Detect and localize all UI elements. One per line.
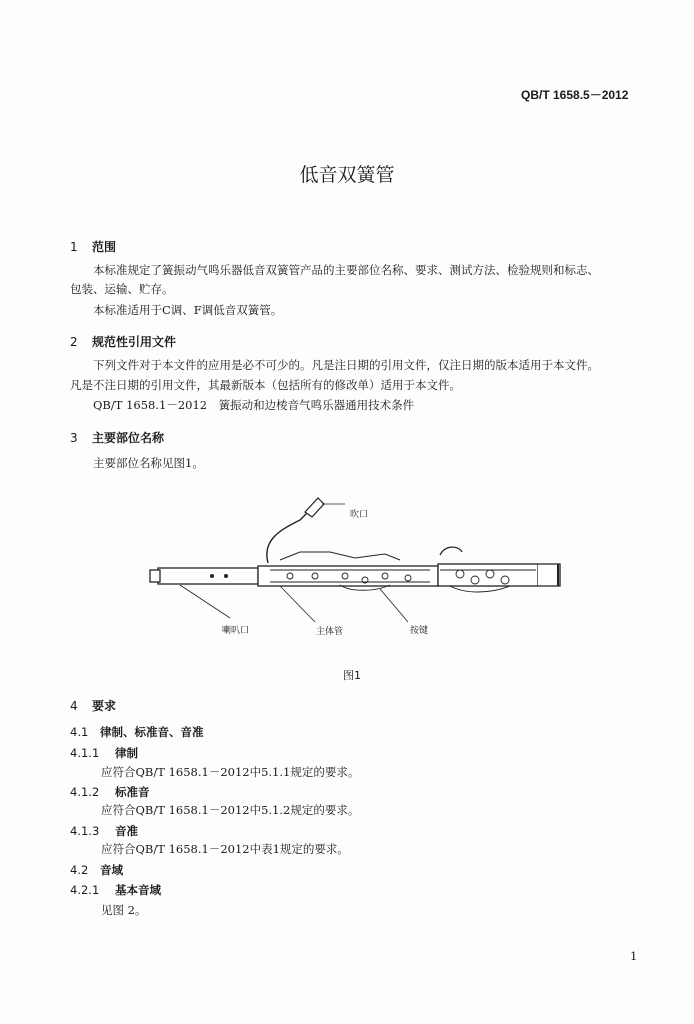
label-body-tube: 主体管 <box>316 627 344 637</box>
section-title: 范围 <box>92 240 117 254</box>
label-mouthpiece: 吹口 <box>350 510 369 520</box>
paragraph: 本标准适用于C调、F调低音双簧管。 <box>93 303 283 317</box>
subsection-title: 标准音 <box>115 785 150 799</box>
subsection-heading <box>70 823 138 839</box>
label-bell: 喇叭口 <box>222 626 250 636</box>
subsection-title: 音域 <box>100 863 123 877</box>
paragraph: 本标准规定了簧振动气鸣乐器低音双簧管产品的主要部位名称、要求、测试方法、检验规则和标志、 <box>93 263 599 277</box>
standard-number: QB/T 1658.5－2012 <box>521 88 629 102</box>
subsection-number: 4.2 <box>70 863 89 877</box>
subsection-heading <box>70 784 150 800</box>
subsection-number: 4.1.1 <box>70 746 100 760</box>
paragraph: 下列文件对于本文件的应用是必不可少的。凡是注日期的引用文件，仅注日期的版本适用于本文件。 <box>93 358 599 372</box>
section-number: 3 <box>70 431 78 445</box>
paragraph: 凡是不注日期的引用文件，其最新版本（包括所有的修改单）适用于本文件。 <box>70 378 461 392</box>
subsection-title: 律制 <box>115 746 138 760</box>
subsection-number: 4.1.2 <box>70 785 100 799</box>
paragraph: 主要部位名称见图1。 <box>93 456 204 470</box>
subsection-heading <box>70 724 204 740</box>
label-keys: 按键 <box>410 626 429 636</box>
subsection-heading <box>70 862 123 878</box>
section-title: 规范性引用文件 <box>92 335 177 349</box>
subsection-number: 4.1 <box>70 725 89 739</box>
paragraph: 应符合QB/T 1658.1－2012中5.1.1规定的要求。 <box>101 765 360 779</box>
section-2-heading <box>70 333 176 350</box>
page-title: 低音双簧管 <box>299 164 395 186</box>
subsection-number: 4.2.1 <box>70 883 100 897</box>
section-number: 1 <box>70 240 78 254</box>
subsection-number: 4.1.3 <box>70 824 100 838</box>
figure-caption: 图1 <box>343 669 361 682</box>
reference-entry: QB/T 1658.1－2012 簧振动和边棱音气鸣乐器通用技术条件 <box>93 398 415 412</box>
section-1-heading <box>70 238 116 255</box>
section-4-heading <box>70 697 116 714</box>
subsection-title: 音准 <box>115 824 138 838</box>
section-title: 要求 <box>92 699 117 713</box>
section-title: 主要部位名称 <box>92 431 165 445</box>
section-number: 4 <box>70 699 78 713</box>
subsection-heading <box>70 745 138 761</box>
paragraph: 见图 2。 <box>101 903 147 917</box>
subsection-title: 律制、标准音、音准 <box>100 725 204 739</box>
subsection-heading <box>70 882 161 898</box>
section-number: 2 <box>70 335 78 349</box>
paragraph: 应符合QB/T 1658.1－2012中表1规定的要求。 <box>101 842 349 856</box>
paragraph: 包装、运输、贮存。 <box>70 282 174 296</box>
section-3-heading <box>70 429 164 446</box>
subsection-title: 基本音域 <box>115 883 161 897</box>
page-number: 1 <box>630 949 638 963</box>
paragraph: 应符合QB/T 1658.1－2012中5.1.2规定的要求。 <box>101 803 360 817</box>
